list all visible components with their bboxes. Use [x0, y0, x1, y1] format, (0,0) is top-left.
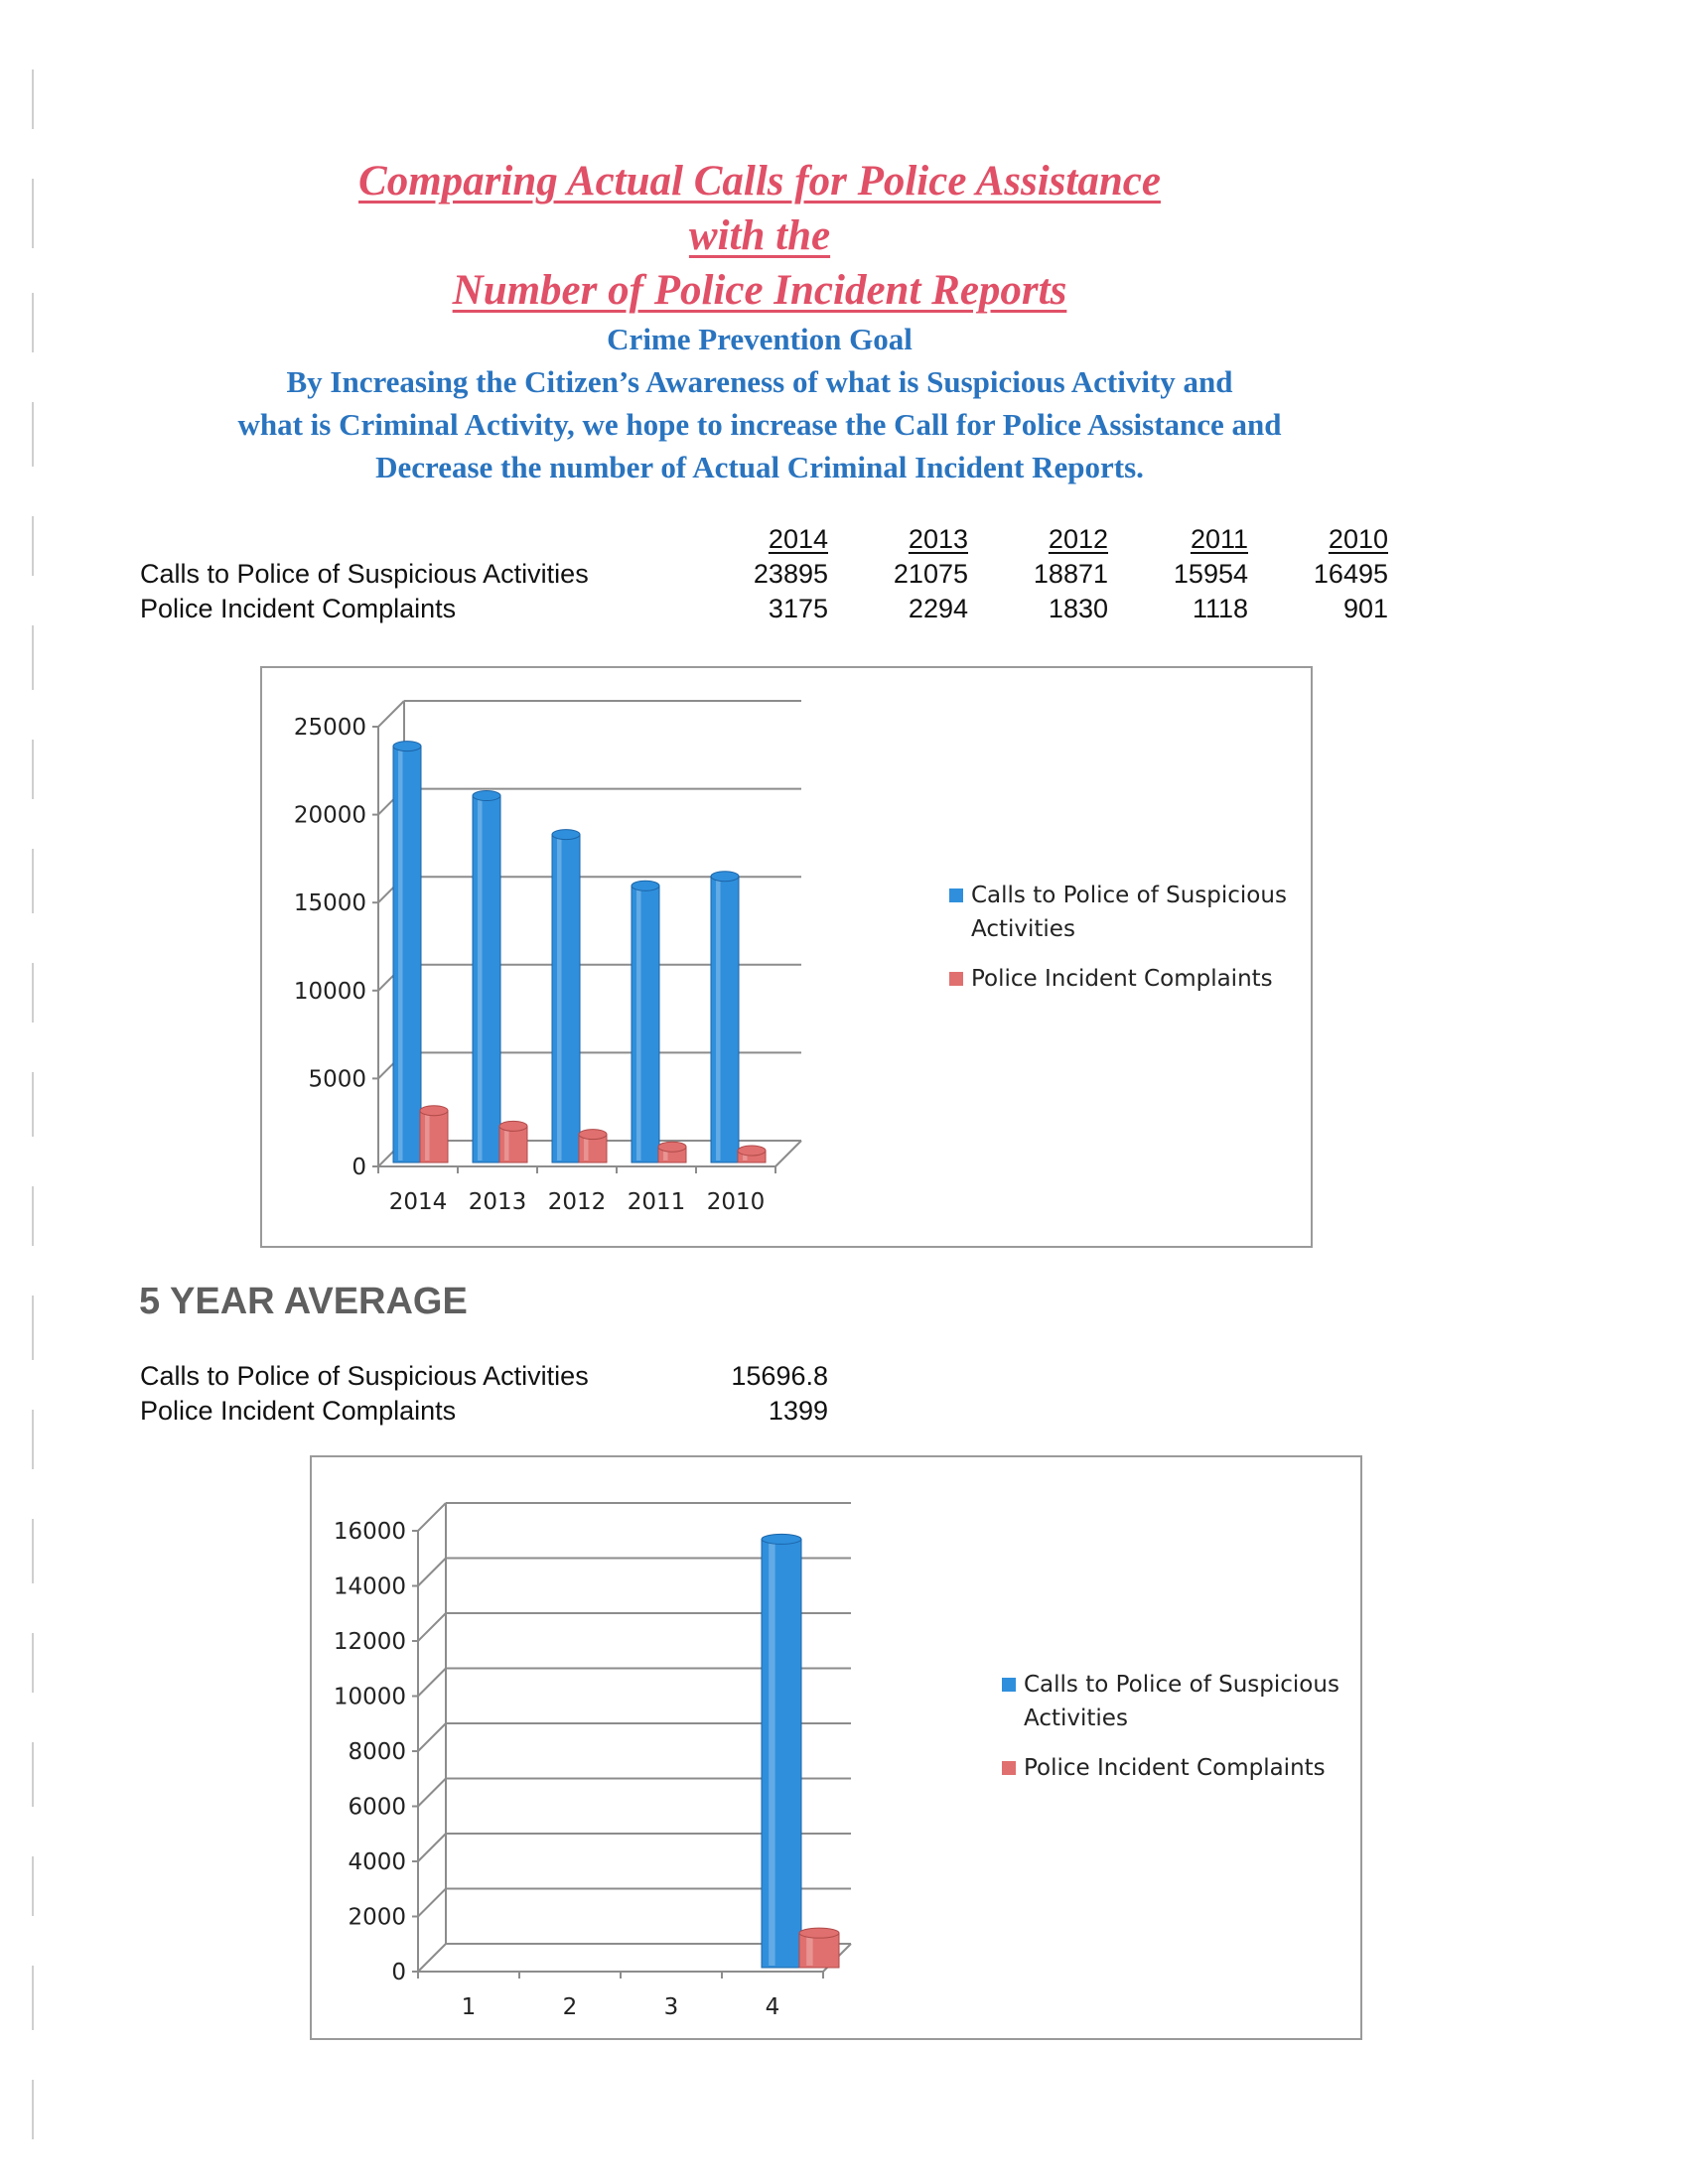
- y-tick-label: 2000: [348, 1904, 406, 1931]
- bar-highlight: [504, 1128, 508, 1160]
- bar: [473, 796, 500, 1162]
- y-tick-label: 10000: [333, 1684, 406, 1710]
- legend-label: Police Incident Complaints: [971, 966, 1273, 992]
- table-cell: 1399: [768, 1396, 828, 1426]
- scan-margin-mark: [32, 1296, 34, 1360]
- bar-highlight: [557, 837, 561, 1160]
- scan-margin-mark: [32, 1633, 34, 1693]
- bar-top: [420, 1106, 448, 1116]
- table-row: [140, 557, 1388, 592]
- row-label: Police Incident Complaints: [140, 1396, 457, 1426]
- bar: [552, 835, 580, 1162]
- scan-margin-mark: [32, 69, 34, 129]
- goal-subtitle: Crime Prevention Goal: [607, 322, 913, 356]
- yearly-stats-table: [140, 522, 1388, 626]
- scan-margin-mark: [32, 2080, 34, 2139]
- y-tick-label: 0: [391, 1960, 406, 1985]
- table-row: [140, 1359, 828, 1394]
- scan-margin-mark: [32, 1856, 34, 1916]
- scan-margin-mark: [32, 849, 34, 913]
- scan-margin-mark: [32, 1742, 34, 1807]
- bar-top: [658, 1142, 686, 1152]
- goal-text-line-2: what is Criminal Activity, we hope to increase the Call for Police Assistance and: [237, 407, 1282, 442]
- bar-highlight: [769, 1541, 774, 1966]
- bar-top: [711, 872, 739, 882]
- y-tick-label: 4000: [348, 1849, 406, 1875]
- average-stats-table: [140, 1359, 828, 1429]
- page-header: [0, 154, 1519, 488]
- row-label: Calls to Police of Suspicious Activities: [140, 1361, 589, 1391]
- y-tick-label: 20000: [293, 802, 366, 829]
- bar-top: [579, 1130, 607, 1140]
- y-tick-label: 5000: [308, 1066, 366, 1093]
- title-line-2: with the: [688, 212, 831, 259]
- table-cell: 23895: [753, 559, 828, 589]
- table-cell: 1830: [1048, 594, 1108, 623]
- x-tick-label: 1: [461, 1994, 477, 2020]
- bar-top: [473, 791, 500, 801]
- gridline: [418, 1889, 446, 1917]
- scan-margin-mark: [32, 963, 34, 1023]
- bar-highlight: [398, 749, 402, 1160]
- year-header: 2013: [908, 524, 968, 554]
- gridline: [418, 1669, 446, 1697]
- bar: [393, 747, 421, 1162]
- scan-margin-mark: [32, 1072, 34, 1137]
- x-tick-label: 2010: [706, 1189, 766, 1215]
- table-row: [140, 1394, 828, 1429]
- legend-swatch: [949, 888, 963, 902]
- year-header: 2011: [1190, 524, 1248, 554]
- scan-margin-mark: [32, 1966, 34, 2030]
- bar: [762, 1539, 801, 1968]
- scan-margin-mark: [32, 516, 34, 576]
- yearly-chart-panel: [260, 666, 1313, 1248]
- bar-top: [393, 742, 421, 751]
- table-cell: 15954: [1173, 559, 1248, 589]
- title-line-3: Number of Police Incident Reports: [452, 267, 1067, 314]
- gridline: [418, 1723, 446, 1751]
- average-bar-chart: [312, 1457, 1360, 2038]
- scan-margin-mark: [32, 740, 34, 799]
- bar-top: [762, 1534, 801, 1544]
- row-label: Calls to Police of Suspicious Activities: [140, 559, 589, 589]
- bar-highlight: [478, 798, 482, 1160]
- x-tick-label: 3: [663, 1994, 679, 2020]
- gridline: [418, 1834, 446, 1861]
- table-cell: 1118: [1192, 594, 1248, 623]
- goal-text-line-1: By Increasing the Citizen’s Awareness of what is Suspicious Activity and: [286, 364, 1233, 399]
- y-tick-label: 16000: [333, 1519, 406, 1545]
- bar-highlight: [806, 1935, 812, 1966]
- x-tick-label: 2013: [468, 1189, 527, 1215]
- gridline: [418, 1559, 446, 1586]
- legend-label: Activities: [1024, 1706, 1128, 1731]
- bar-top: [632, 881, 659, 890]
- table-header-row: [140, 522, 1388, 557]
- table-cell: 16495: [1313, 559, 1388, 589]
- gridline: [418, 1779, 446, 1807]
- bar-highlight: [425, 1113, 429, 1160]
- table-cell: 18871: [1033, 559, 1108, 589]
- bar-highlight: [716, 879, 720, 1160]
- table-cell: 21075: [893, 559, 968, 589]
- legend-swatch: [949, 972, 963, 986]
- bar-top: [799, 1928, 839, 1938]
- legend-label: Calls to Police of Suspicious: [1024, 1672, 1339, 1698]
- scan-margin-mark: [32, 625, 34, 690]
- bar-top: [499, 1121, 527, 1131]
- y-tick-label: 25000: [293, 715, 366, 741]
- table-row: [140, 592, 1388, 626]
- y-tick-label: 12000: [333, 1629, 406, 1655]
- x-tick-label: 2012: [547, 1189, 607, 1215]
- yearly-bar-chart: [262, 668, 1311, 1246]
- average-section-heading: 5 YEAR AVERAGE: [139, 1281, 468, 1322]
- y-tick-label: 15000: [293, 890, 366, 917]
- table-cell: 901: [1342, 594, 1388, 623]
- scan-margin-mark: [32, 1410, 34, 1469]
- floor-edge: [775, 1141, 801, 1166]
- bar-top: [738, 1146, 766, 1156]
- table-cell: 15696.8: [731, 1361, 828, 1391]
- y-tick-label: 6000: [348, 1794, 406, 1821]
- gridline: [418, 1613, 446, 1641]
- table-cell: 2294: [908, 594, 968, 623]
- legend-label: Calls to Police of Suspicious: [971, 883, 1287, 908]
- gridline: [418, 1944, 446, 1972]
- gridline: [418, 1503, 446, 1531]
- bar-highlight: [584, 1137, 588, 1160]
- y-tick-label: 14000: [333, 1573, 406, 1600]
- row-label: Police Incident Complaints: [140, 594, 457, 623]
- table-cell: 3175: [768, 594, 828, 623]
- x-tick-label: 2011: [627, 1189, 686, 1215]
- bar: [420, 1111, 448, 1162]
- goal-text-line-3: Decrease the number of Actual Criminal Incident Reports.: [375, 450, 1144, 484]
- y-tick-label: 0: [352, 1155, 366, 1180]
- legend-label: Police Incident Complaints: [1024, 1755, 1326, 1781]
- gridline: [378, 701, 404, 727]
- x-tick-label: 2: [562, 1994, 578, 2020]
- year-header: 2010: [1328, 524, 1388, 554]
- legend-swatch: [1002, 1761, 1016, 1775]
- legend-label: Activities: [971, 916, 1075, 942]
- x-tick-label: 2014: [388, 1189, 448, 1215]
- scan-margin-mark: [32, 1186, 34, 1246]
- average-chart-panel: [310, 1455, 1362, 2040]
- bar: [632, 886, 659, 1162]
- bar-top: [552, 830, 580, 840]
- y-tick-label: 8000: [348, 1739, 406, 1765]
- legend-swatch: [1002, 1678, 1016, 1692]
- bar: [711, 877, 739, 1162]
- year-header: 2014: [768, 524, 828, 554]
- x-tick-label: 4: [765, 1994, 780, 2020]
- y-tick-label: 10000: [293, 978, 366, 1005]
- title-line-1: Comparing Actual Calls for Police Assistance: [358, 158, 1161, 205]
- year-header: 2012: [1048, 524, 1108, 554]
- scan-margin-mark: [32, 1519, 34, 1583]
- bar-highlight: [636, 887, 640, 1160]
